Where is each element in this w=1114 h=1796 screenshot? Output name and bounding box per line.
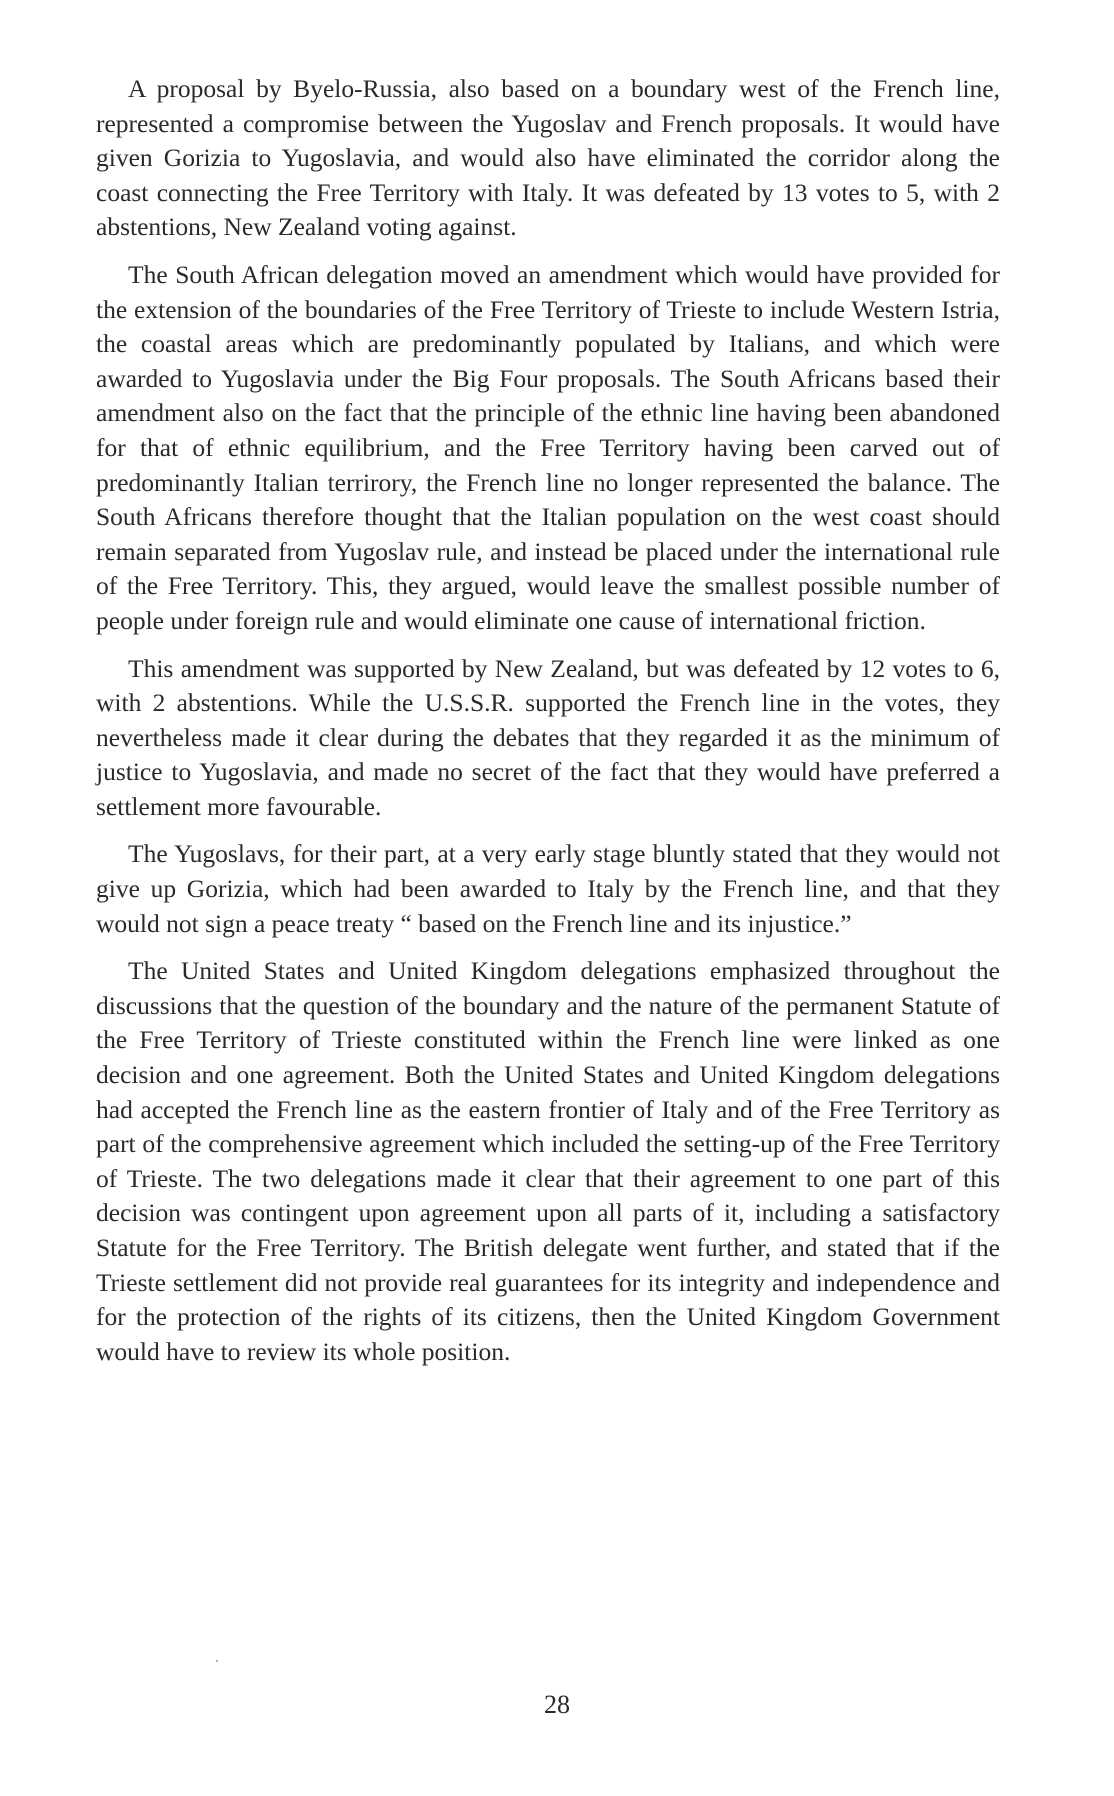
document-page bbox=[96, 72, 1000, 1382]
paragraph-byelo-russia-proposal: A proposal by Byelo-Russia, also based on a boundary west of the French line, represented a compromise between the Yugoslav and French proposals. It would have given Gorizia to Yugoslavia, and would also have eliminated the corridor along the coast connecting the Free Territory with Italy. It was defeated by 13 votes to 5, with 2 abstentions, New Zealand voting against. bbox=[96, 74, 1000, 242]
print-speck bbox=[216, 1660, 218, 1662]
page-number: 28 bbox=[544, 1690, 570, 1719]
paragraph-us-uk-position: The United States and United Kingdom delegations emphasized throughout the discussions that the question of the boundary and the nature of the permanent Statute of the Free Territory of Trieste constituted within the French line were linked as one decision and one agreement. Both the United States and United Kingdom delegations had accepted the French line as the eastern frontier of Italy and of the Free Territory as part of the comprehensive agreement which included the setting-up of the Free Territory of Trieste. The two delegations made it clear that their agreement to one part of this decision was contingent upon agreement upon all parts of it, including a satisfactory Statute for the Free Territory. The British delegate went further, and stated that if the Trieste settlement did not provide real guarantees for its integrity and independence and for the protection of the rights of its citizens, then the United Kingdom Government would have to review its whole position. bbox=[96, 956, 1000, 1366]
paragraph-south-african-amendment: The South African delegation moved an amendment which would have provided for the extension of the boundaries of the Free Territory of Trieste to include Western Istria, the coastal areas which are predominantly populated by Italians, and which were awarded to Yugoslavia under the Big Four proposals. The South Africans based their amendment also on the fact that the principle of the ethnic line having been abandoned for that of ethnic equilibrium, and the Free Territory having been carved out of predominantly Italian terrirory, the French line no longer represented the balance. The South Africans therefore thought that the Italian population on the west coast should remain separated from Yugoslav rule, and instead be placed under the international rule of the Free Territory. This, they argued, would leave the smallest possible number of people under foreign rule and would eliminate one cause of international friction. bbox=[96, 259, 1000, 635]
paragraph-yugoslav-position: The Yugoslavs, for their part, at a very early stage bluntly stated that they would not give up Gorizia, which had been awarded to Italy by the French line, and that they would not sign a peace treaty “ based on the French line and its injustice.” bbox=[96, 839, 1000, 938]
paragraph-amendment-vote: This amendment was supported by New Zealand, but was defeated by 12 votes to 6, with 2 abstentions. While the U.S.S.R. supported the French line in the votes, they nevertheless made it clear during the debates that they regarded it as the minimum of justice to Yugoslavia, and made no secret of the fact that they would have preferred a settlement more favourable. bbox=[96, 653, 1000, 821]
